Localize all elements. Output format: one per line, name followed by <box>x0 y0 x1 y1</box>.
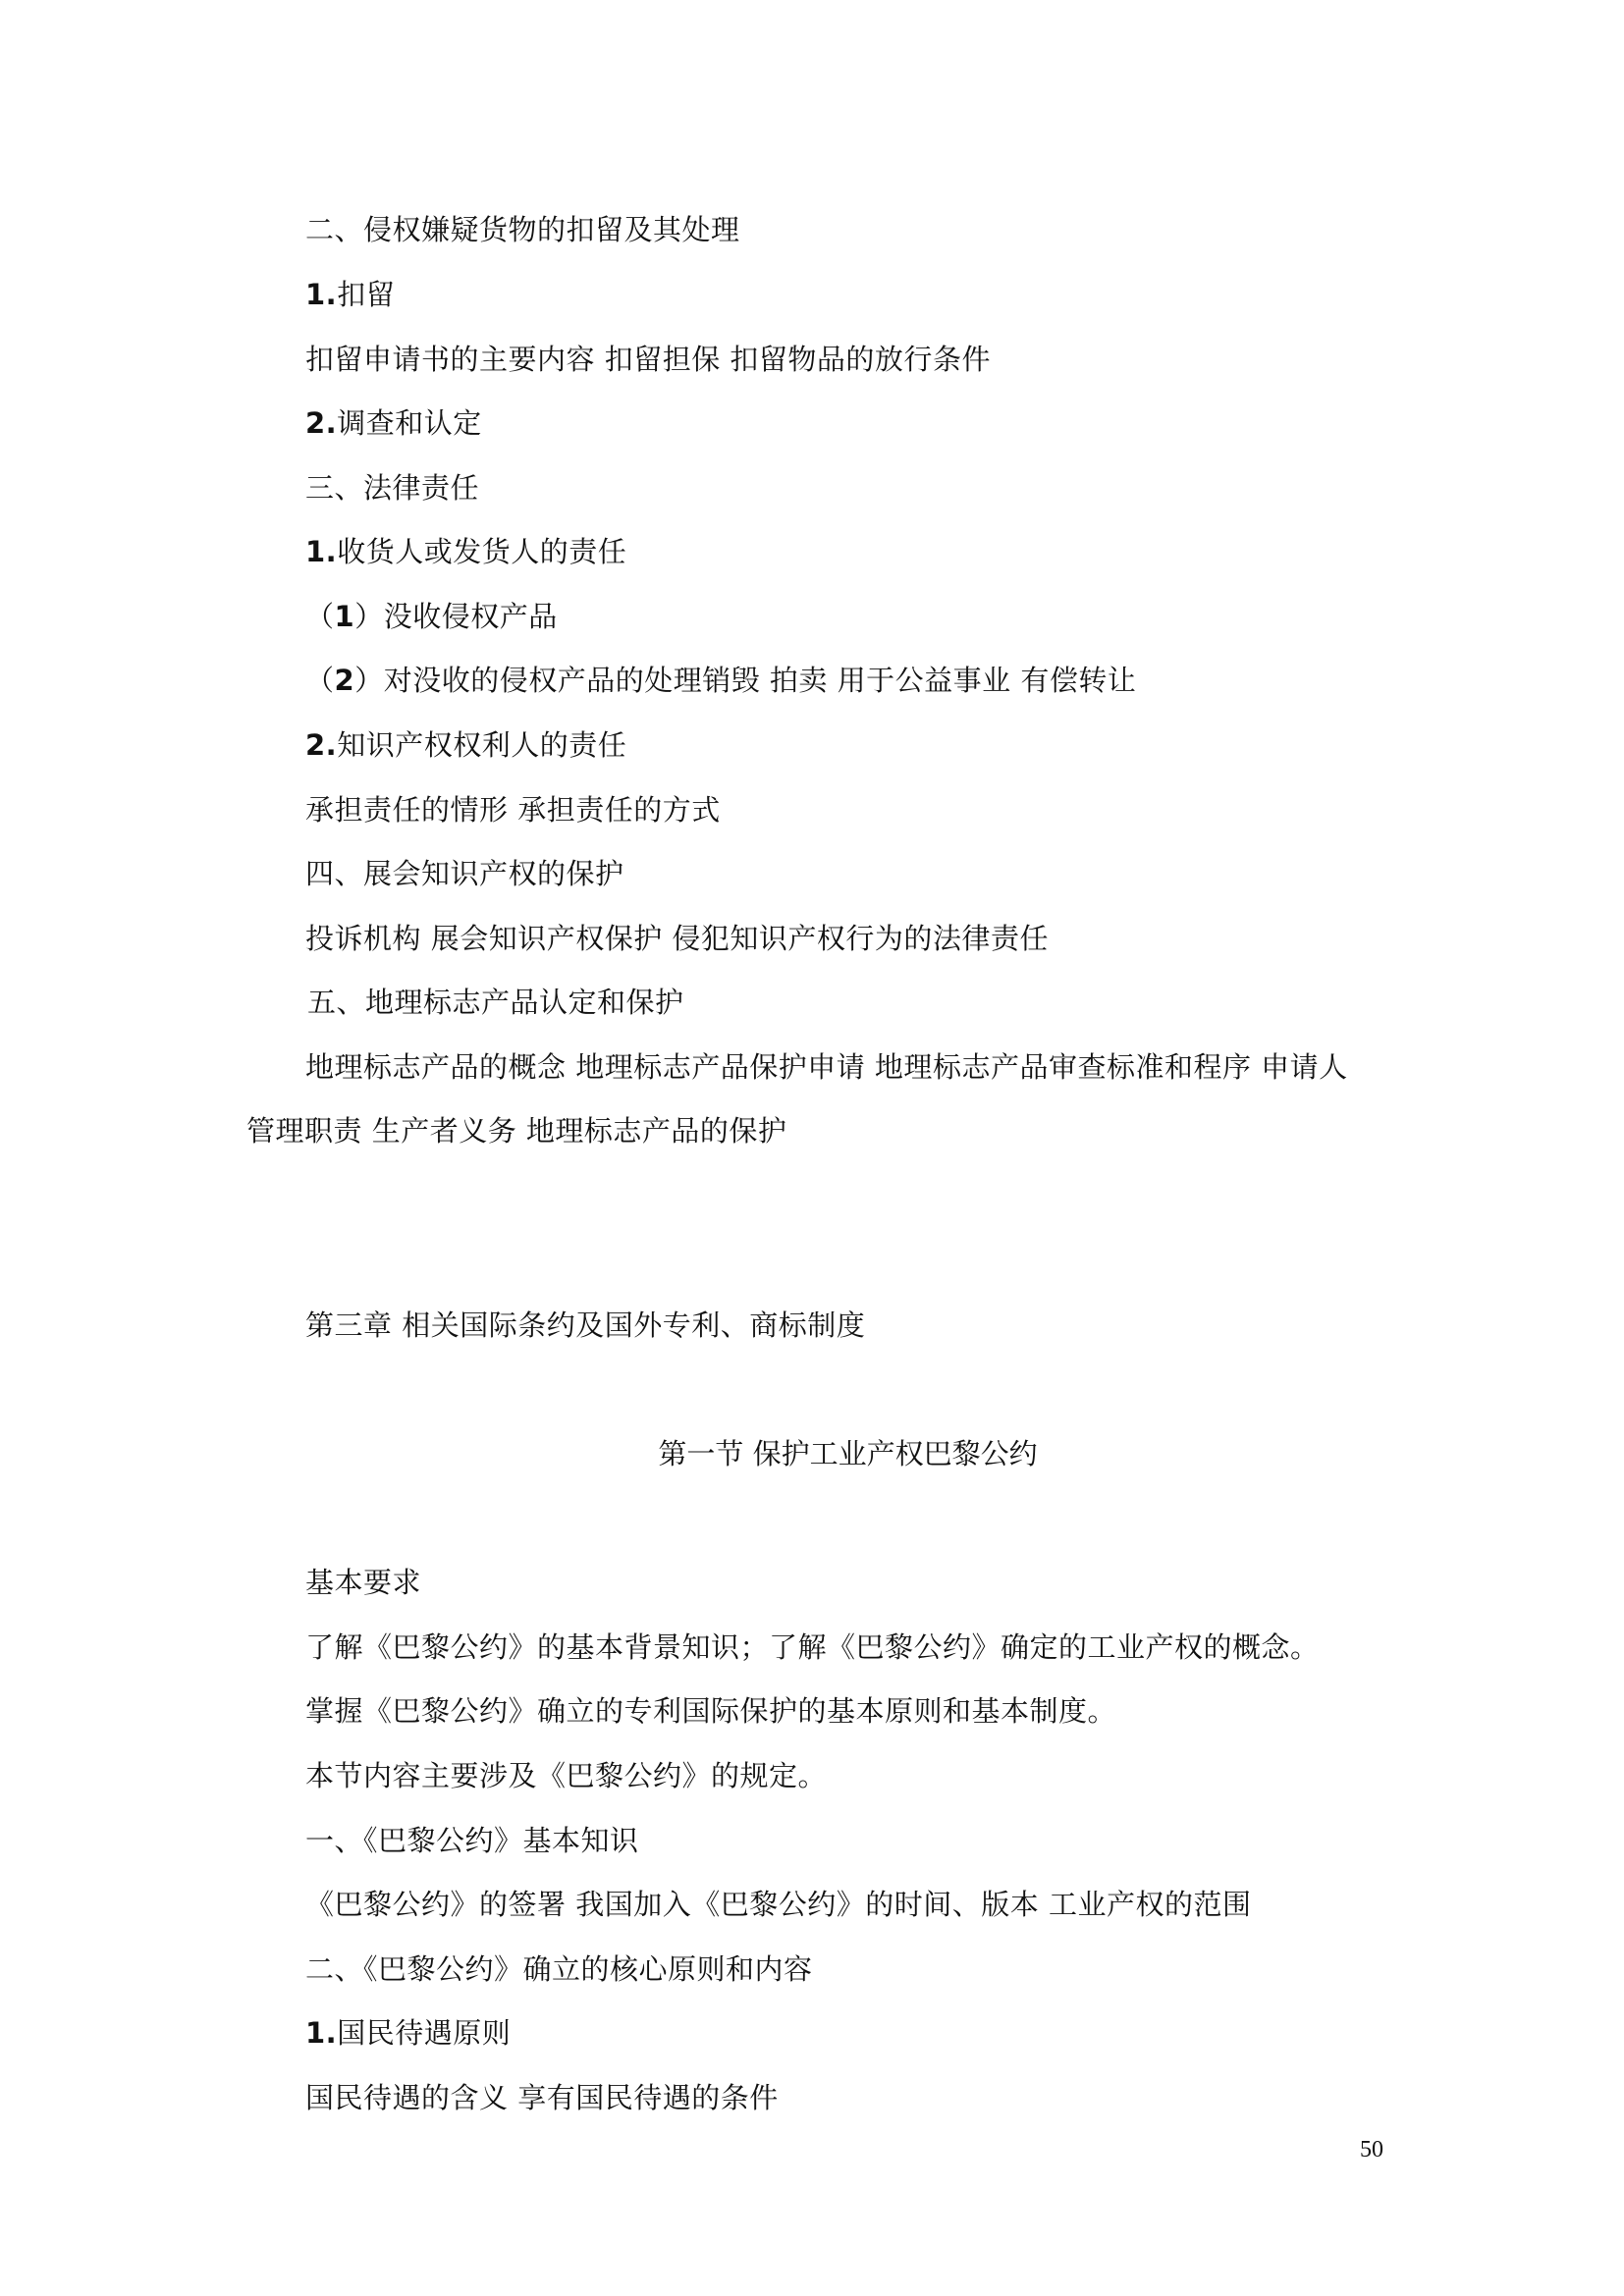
item-number: 1. <box>305 535 338 568</box>
detain-topics: 扣留申请书的主要内容 扣留担保 扣留物品的放行条件 <box>305 343 991 376</box>
item-number: 1 <box>334 600 355 633</box>
subheading-investigation <box>305 403 482 443</box>
item-number: 2. <box>305 728 338 762</box>
exhibition-topics: 投诉机构 展会知识产权保护 侵犯知识产权行为的法律责任 <box>305 922 1049 955</box>
subheading-rightholder-liability <box>305 725 626 765</box>
paren-open: （ <box>305 600 335 633</box>
item-number: 1. <box>305 2016 338 2050</box>
paren-open: （ <box>305 664 335 697</box>
subheading-national-treatment <box>305 2013 511 2053</box>
subheading-consignee-liability <box>305 532 626 571</box>
item-text: 国民待遇原则 <box>337 2016 512 2050</box>
gi-topics-line1: 地理标志产品的概念 地理标志产品保护申请 地理标志产品审查标准和程序 申请人 <box>305 1050 1348 1084</box>
item-text: 扣留 <box>337 278 396 311</box>
item-text: 调查和认定 <box>337 406 482 440</box>
section-title: 第一节 保护工业产权巴黎公约 <box>658 1437 1038 1470</box>
requirement-understand: 了解《巴黎公约》的基本背景知识；了解《巴黎公约》确定的工业产权的概念。 <box>305 1630 1320 1664</box>
heading-paris-basics: 一、《巴黎公约》基本知识 <box>305 1824 639 1857</box>
heading-geographical-indication: 五、地理标志产品认定和保护 <box>307 986 684 1019</box>
item-text: ）没收侵权产品 <box>354 600 558 633</box>
gi-topics-line2: 管理职责 生产者义务 地理标志产品的保护 <box>246 1114 787 1148</box>
heading-legal-liability: 三、法律责任 <box>305 471 480 505</box>
national-treatment-topics: 国民待遇的含义 享有国民待遇的条件 <box>305 2081 779 2114</box>
chapter-title: 第三章 相关国际条约及国外专利、商标制度 <box>305 1308 866 1342</box>
item-text: 知识产权权利人的责任 <box>337 728 627 762</box>
subheading-detain <box>305 275 395 314</box>
item-number: 2. <box>305 406 338 440</box>
heading-detention: 二、侵权嫌疑货物的扣留及其处理 <box>305 213 740 246</box>
item-text: ）对没收的侵权产品的处理销毁 拍卖 用于公益事业 有偿转让 <box>354 664 1137 697</box>
basic-requirements-heading: 基本要求 <box>305 1566 422 1599</box>
item-text: 收货人或发货人的责任 <box>337 535 627 568</box>
item-number: 1. <box>305 278 338 311</box>
section-scope: 本节内容主要涉及《巴黎公约》的规定。 <box>305 1759 828 1792</box>
page-number: 50 <box>1360 2137 1383 2163</box>
heading-exhibition-protection: 四、展会知识产权的保护 <box>305 857 624 890</box>
item-number: 2 <box>334 664 355 697</box>
list-item-disposal <box>305 661 1136 700</box>
paris-basics-topics: 《巴黎公约》的签署 我国加入《巴黎公约》的时间、版本 工业产权的范围 <box>305 1888 1252 1921</box>
requirement-master: 掌握《巴黎公约》确立的专利国际保护的基本原则和基本制度。 <box>305 1694 1117 1728</box>
list-item-confiscation <box>305 597 558 636</box>
liability-topics: 承担责任的情形 承担责任的方式 <box>305 793 721 827</box>
heading-paris-principles: 二、《巴黎公约》确立的核心原则和内容 <box>305 1952 813 1986</box>
